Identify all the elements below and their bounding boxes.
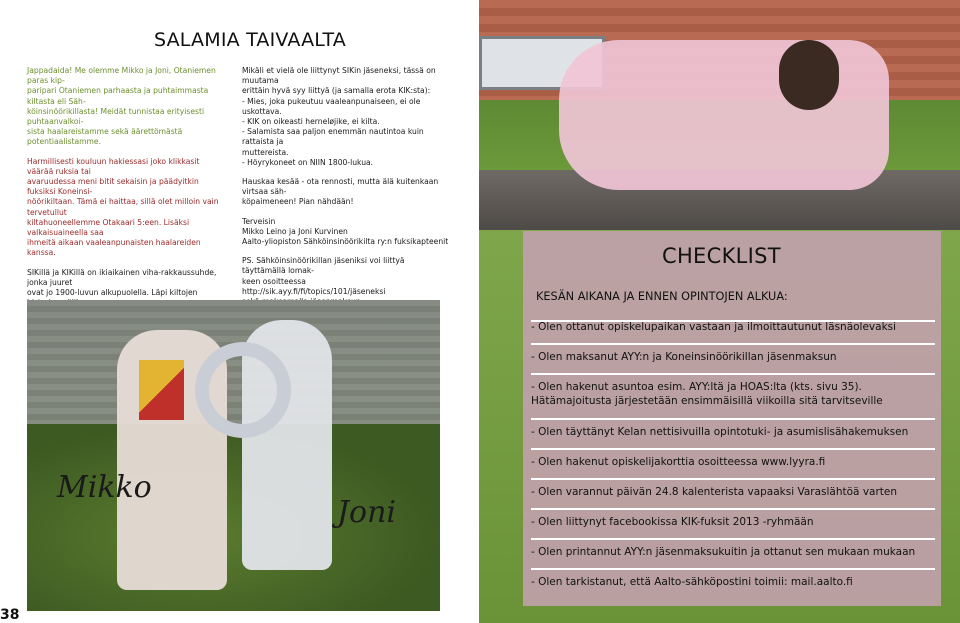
checklist-item: - Olen täyttänyt Kelan nettisivuilla opintotuki- ja asumislisähakemuksen [531, 426, 909, 438]
text-line: köinsinöörikillasta! Meidät tunnistaa erityisesti puhtaanvalkoi- [27, 106, 205, 127]
checklist-divider [531, 538, 935, 540]
captains-photo [27, 300, 440, 611]
checklist-item: - Olen ottanut opiskelupaikan vastaan ja ilmoittautunut läsnäolevaksi [531, 321, 897, 333]
background-person-pink-overalls [559, 40, 889, 190]
text-line: Aalto-yliopiston Sähköinsinöörikilta ry:n fuksikapteenit [242, 237, 449, 247]
text-line: Terveisin [242, 216, 276, 226]
text-line: kiltahuoneellemme Otakaari 5:een. Lisäksi valkaisuaineella saa [27, 217, 190, 238]
intro-paragraph [27, 66, 220, 148]
checklist-divider [531, 373, 935, 375]
photo-gear-prop [195, 342, 291, 438]
text-line: - Höyrykoneet on NIIN 1800-lukua. [242, 157, 374, 167]
text-line: muttereista. [242, 147, 289, 157]
signature-joni: Joni [337, 495, 397, 530]
checklist-divider [531, 343, 935, 345]
checklist-item: - Olen hakenut asuntoa esim. AYY:ltä ja HOAS:lta (kts. sivu 35). Hätämajoitusta järjestetään ensimmäisillä viikoilla sitä tarvitseville [531, 381, 883, 407]
text-line: - Mies, joka pukeutuu vaaleanpunaiseen, ei ole uskottava. [242, 96, 421, 116]
checklist-title: CHECKLIST [662, 244, 781, 268]
text-line: Harmillisesti kouluun hakiessasi joko klikkasit väärää ruksia tai [27, 156, 200, 176]
background-person-head [779, 40, 839, 110]
checklist-divider [531, 508, 935, 510]
checklist-divider [531, 418, 935, 420]
text-line: Mikäli et vielä ole liittynyt SIKin jäseneksi, tässä on muutama [242, 66, 436, 86]
checklist-divider [531, 478, 935, 480]
text-line: sista haalareistamme sekä äärettömästä potentiaalistamme. [27, 127, 183, 147]
text-line: ihmeitä aikaan vaaleanpunaisten haalareiden kanssa. [27, 238, 201, 258]
text-line: nöörikiltaan. Tämä ei haittaa, sillä olet milloin vain tervetullut [27, 197, 219, 217]
paragraph-2 [27, 157, 220, 259]
text-line: köpaimeneen! Pian nähdään! [242, 197, 354, 207]
signature-mikko: Mikko [57, 470, 152, 505]
text-line: Jappadaida! Me olemme Mikko ja Joni, Otaniemen paras kip- [27, 66, 216, 86]
checklist-item: - Olen tarkistanut, että Aalto-sähköpostini toimii: mail.aalto.fi [531, 576, 853, 588]
text-line: PS. Sähköinsinöörikillan jäseniksi voi liittyä täyttämällä lomak- [242, 256, 405, 276]
text-line: ovat jo 1900-luvun alkupuolella. Läpi kiltojen [27, 288, 198, 298]
checklist-item: - Olen varannut päivän 24.8 kalenterista vapaaksi Varaslähtöä varten [531, 486, 898, 498]
left-page [0, 0, 479, 623]
checklist-divider [531, 568, 935, 570]
text-line: SIKillä ja KIKillä on ikiaikainen viha-rakkaussuhde, jonka juuret [27, 267, 217, 287]
text-line: keen osoitteessa http://sik.ayy.fi/fi/topics/101/jäseneksi [242, 276, 386, 296]
checklist-divider [531, 448, 935, 450]
checklist-item: - Olen liittynyt facebookissa KIK-fuksit 2013 -ryhmään [531, 516, 814, 528]
text-line: avaruudessa meni bitit sekaisin ja päädyitkin fuksiksi Koneinsi- [27, 177, 199, 197]
checklist-item: - Olen maksanut AYY:n ja Koneinsinöörikillan jäsenmaksun [531, 351, 837, 363]
right-page [479, 0, 960, 623]
text-line: - Salamista saa paljon enemmän nautintoa kuin rattaista ja [242, 127, 424, 147]
checklist-item: - Olen hakenut opiskelijakorttia osoitteessa www.lyyra.fi [531, 456, 826, 468]
checklist-subtitle: KESÄN AIKANA JA ENNEN OPINTOJEN ALKUA: [536, 290, 788, 303]
text-line: Hauskaa kesää - ota rennosti, mutta älä kuitenkaan virtsaa säh- [242, 177, 439, 197]
page-title: SALAMIA TAIVAALTA [154, 29, 346, 51]
greeting-paragraph [242, 177, 450, 208]
text-line: paripari Otaniemen parhaasta ja puhtaimmasta kiltasta eli Säh- [27, 86, 209, 106]
checklist-item: - Olen printannut AYY:n jäsenmaksukuitin ja ottanut sen mukaan mukaan [531, 546, 916, 558]
page-number: 38 [0, 607, 20, 623]
text-line: erittäin hyvä syy liittyä (ja samalla erota KIK:sta): [242, 86, 431, 96]
reasons-paragraph [242, 66, 450, 168]
photo-flag [139, 360, 184, 420]
text-line: Mikko Leino ja Joni Kurvinen [242, 226, 348, 236]
signoff-paragraph [242, 217, 450, 248]
text-line: - KIK on oikeasti herneløjike, ei kilta. [242, 117, 380, 127]
